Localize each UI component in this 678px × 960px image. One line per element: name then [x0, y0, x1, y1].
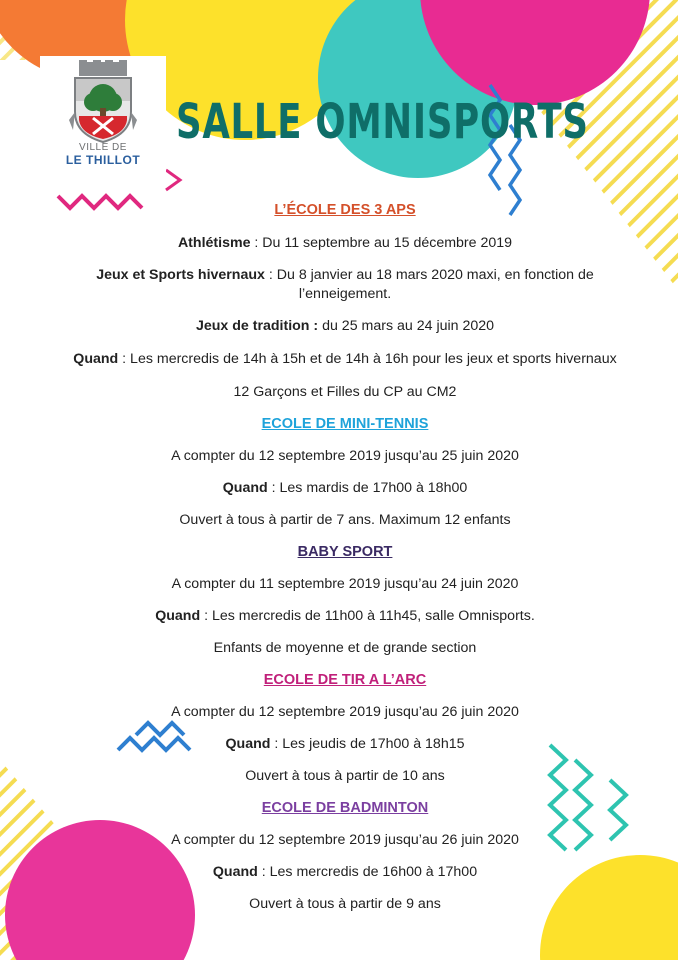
logo-ville-label: VILLE DE: [79, 142, 127, 153]
aps-tradition-label: Jeux de tradition :: [195, 318, 319, 334]
badminton-public: Ouvert à tous à partir de 9 ans: [249, 896, 441, 912]
tir-arc-quand: [50, 735, 640, 754]
mini-tennis-public: Ouvert à tous à partir de 7 ans. Maximum 12 enfants: [179, 512, 511, 528]
tir-arc-quand-label: Quand: [225, 736, 271, 752]
aps-quand: [50, 350, 640, 369]
section-heading-baby-sport: BABY SPORT: [297, 544, 393, 560]
section-heading-tir-arc: ECOLE DE TIR A L’ARC: [263, 672, 427, 688]
mini-tennis-quand-label: Quand: [222, 480, 268, 496]
baby-sport-public: Enfants de moyenne et de grande section: [213, 640, 477, 656]
aps-hivernaux: [50, 266, 640, 304]
mini-tennis-quand-text: : Les mardis de 17h00 à 18h00: [267, 480, 468, 496]
tir-arc-dates: A compter du 12 septembre 2019 jusqu’au 26 juin 2020: [171, 704, 519, 720]
badminton-quand-label: Quand: [212, 864, 258, 880]
town-crest-icon: [59, 60, 147, 144]
baby-sport-quand-label: Quand: [155, 608, 201, 624]
aps-tradition: [50, 317, 640, 336]
aps-hivernaux-label: Jeux et Sports hivernaux: [96, 267, 265, 283]
schedule-content: [50, 198, 640, 914]
aps-hivernaux-text: : Du 8 janvier au 18 mars 2020 maxi, en fonction de l’enneigement.: [264, 267, 594, 302]
section-heading-aps: L’ÉCOLE DES 3 APS: [274, 202, 416, 218]
tir-arc-quand-text: : Les jeudis de 17h00 à 18h15: [270, 736, 465, 752]
logo-town-name: LE THILLOT: [65, 153, 141, 167]
baby-sport-dates: A compter du 11 septembre 2019 jusqu’au 24 juin 2020: [171, 576, 519, 592]
aps-athletisme: [50, 234, 640, 253]
aps-quand-label: Quand: [73, 351, 119, 367]
mini-tennis-quand: [50, 479, 640, 498]
aps-athletisme-label: Athlétisme: [177, 235, 251, 251]
section-heading-mini-tennis: ECOLE DE MINI-TENNIS: [261, 416, 429, 432]
page-title: SALLE OMNISPORTS: [176, 94, 589, 150]
badminton-dates: A compter du 12 septembre 2019 jusqu’au 26 juin 2020: [171, 832, 519, 848]
section-heading-badminton: ECOLE DE BADMINTON: [261, 800, 429, 816]
badminton-quand: [50, 863, 640, 882]
aps-quand-text: : Les mercredis de 14h à 15h et de 14h à 16h pour les jeux et sports hivernaux: [118, 351, 617, 367]
baby-sport-quand-text: : Les mercredis de 11h00 à 11h45, salle Omnisports.: [200, 608, 535, 624]
badminton-quand-text: : Les mercredis de 16h00 à 17h00: [257, 864, 478, 880]
baby-sport-quand: [50, 607, 640, 626]
aps-tradition-text: du 25 mars au 24 juin 2020: [318, 318, 495, 334]
town-logo: [40, 56, 166, 186]
mini-tennis-dates: A compter du 12 septembre 2019 jusqu’au 25 juin 2020: [171, 448, 519, 464]
tir-arc-public: Ouvert à tous à partir de 10 ans: [245, 768, 445, 784]
aps-public: 12 Garçons et Filles du CP au CM2: [233, 384, 457, 400]
aps-athletisme-text: : Du 11 septembre au 15 décembre 2019: [250, 235, 513, 251]
